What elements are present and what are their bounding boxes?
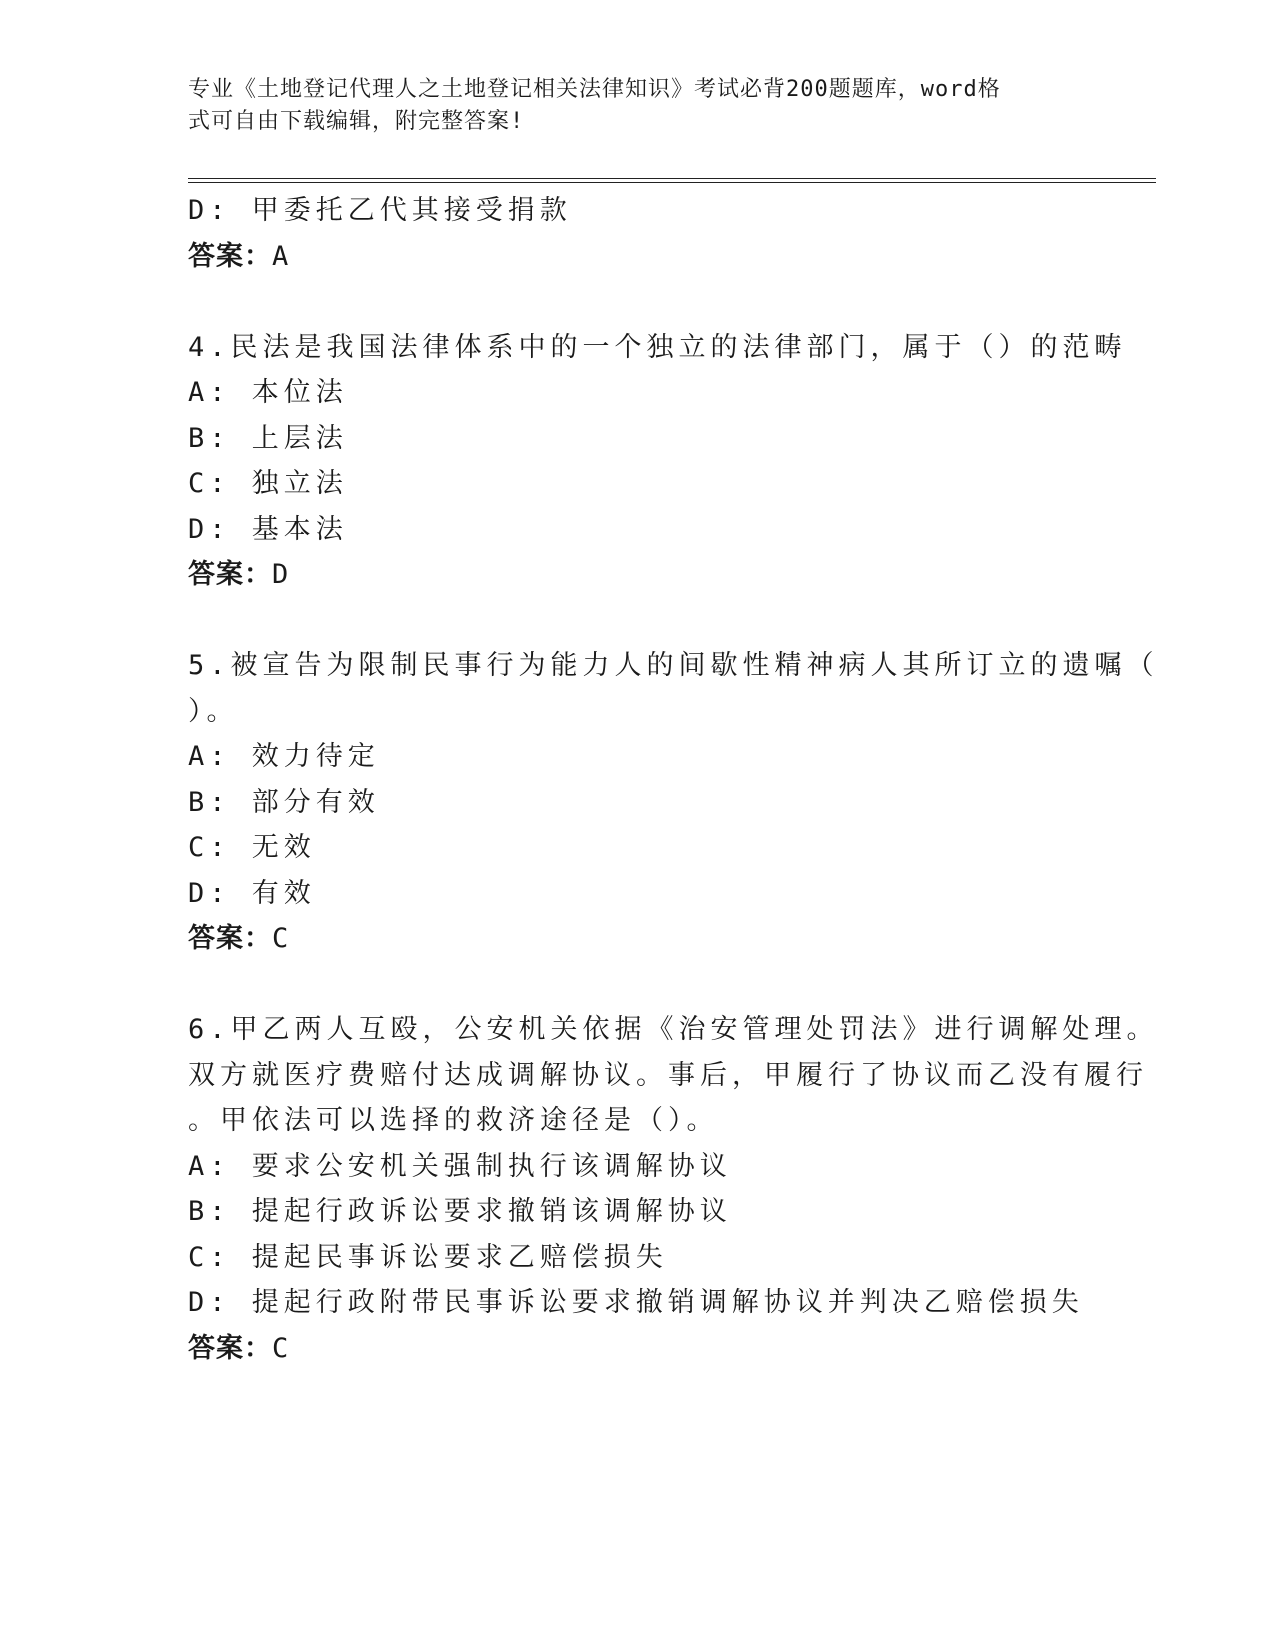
document-header <box>188 74 1068 138</box>
question-stem-line-2: ）。 <box>188 695 239 727</box>
option-c: C: 无效 <box>188 832 316 863</box>
answer-value: A <box>272 240 290 272</box>
option-a: A: 要求公安机关强制执行该调解协议 <box>188 1150 732 1182</box>
answer-line <box>188 234 1068 280</box>
option-b: B: 部分有效 <box>188 786 380 818</box>
question-6 <box>188 1007 1159 1371</box>
question-3-tail <box>188 188 1068 279</box>
option-a: A: 本位法 <box>188 377 348 408</box>
spacer <box>188 279 1068 325</box>
answer-value: C <box>272 923 290 954</box>
answer-value: D <box>272 559 290 590</box>
answer-line <box>188 552 1068 598</box>
answer-line <box>188 916 1068 962</box>
answer-label: 答案： <box>188 923 272 954</box>
option-c: C: 独立法 <box>188 468 348 499</box>
spacer <box>188 962 1068 1008</box>
option-c: C: 提起民事诉讼要求乙赔偿损失 <box>188 1241 668 1273</box>
answer-label: 答案： <box>188 240 272 272</box>
answer-value: C <box>272 1332 290 1364</box>
question-4 <box>188 325 1127 598</box>
question-stem-line-1: 5.被宣告为限制民事行为能力人的间歇性精神病人其所订立的遗嘱（ <box>188 650 1159 681</box>
option-d: D: 有效 <box>188 877 316 909</box>
question-5 <box>188 643 1159 962</box>
option-d: D: 甲委托乙代其接受捐款 <box>188 195 572 226</box>
option-a: A: 效力待定 <box>188 741 380 772</box>
question-stem-line-1: 6.甲乙两人互殴，公安机关依据《治安管理处罚法》进行调解处理。 <box>188 1014 1159 1045</box>
option-b: B: 提起行政诉讼要求撤销该调解协议 <box>188 1196 732 1227</box>
answer-label: 答案： <box>188 559 272 590</box>
question-stem-line-3: 。甲依法可以选择的救济途径是（）。 <box>188 1105 719 1136</box>
option-b: B: 上层法 <box>188 422 348 454</box>
question-stem-line-2: 双方就医疗费赔付达成调解协议。事后，甲履行了协议而乙没有履行 <box>188 1059 1148 1091</box>
answer-label: 答案： <box>188 1332 272 1364</box>
header-divider <box>188 178 1156 183</box>
option-d: D: 基本法 <box>188 513 348 545</box>
answer-line <box>188 1326 1068 1372</box>
question-stem: 4.民法是我国法律体系中的一个独立的法律部门，属于（）的范畴 <box>188 331 1127 363</box>
header-line-2: 式可自由下载编辑，附完整答案! <box>188 109 525 134</box>
header-line-1: 专业《土地登记代理人之土地登记相关法律知识》考试必背200题题库，word格 <box>188 77 1001 102</box>
option-d: D: 提起行政附带民事诉讼要求撤销调解协议并判决乙赔偿损失 <box>188 1287 1084 1318</box>
document-body <box>188 188 1159 1371</box>
spacer <box>188 598 1068 644</box>
